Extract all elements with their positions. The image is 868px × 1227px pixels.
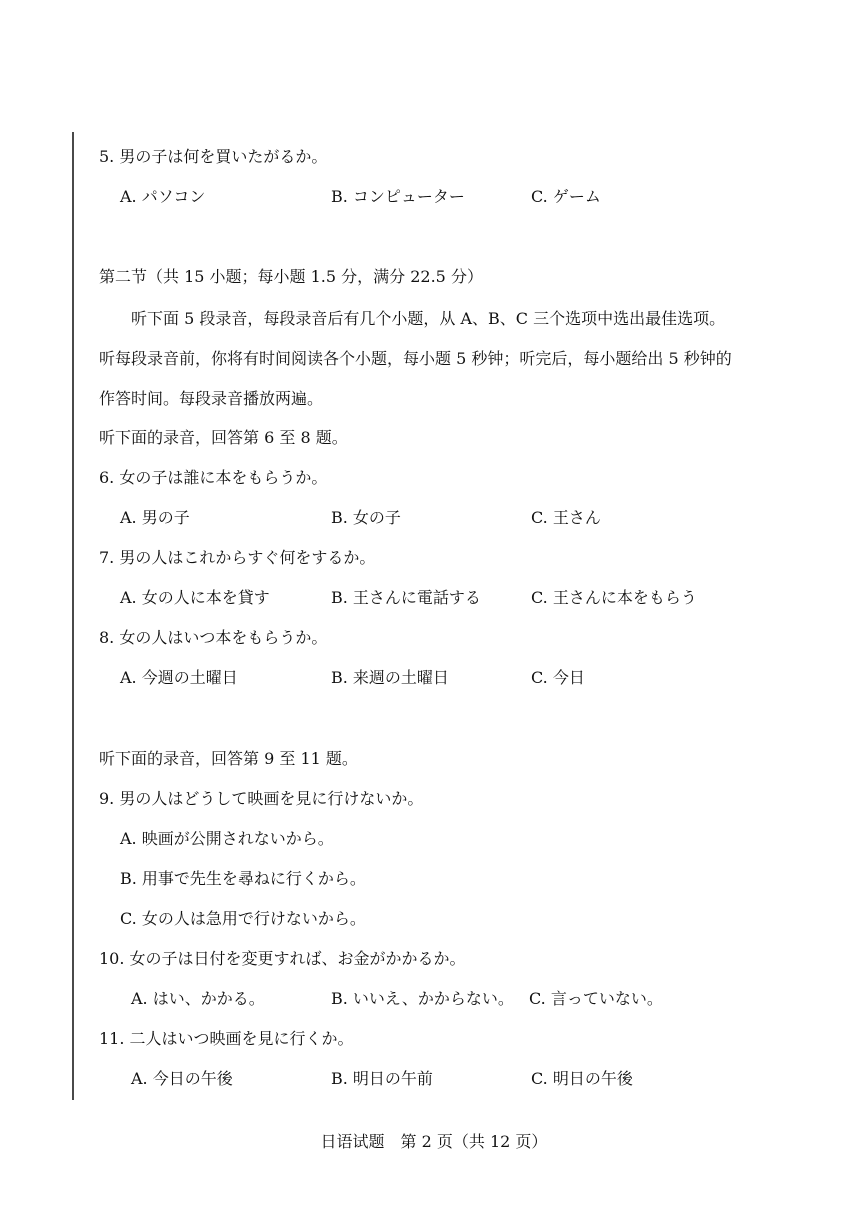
section-heading: 第二节（共 15 小题；每小题 1.5 分，满分 22.5 分） — [99, 267, 483, 286]
question-7: 7. 男の人はこれからすぐ何をするか。 — [99, 548, 376, 567]
instructions-line-2: 听每段录音前，你将有时间阅读各个小题，每小题 5 秒钟；听完后，每小题给出 5 秒钟的 — [99, 349, 732, 368]
q5-option-c: C. ゲーム — [531, 187, 601, 206]
q5-option-b: B. コンピューター — [331, 187, 465, 206]
q11-option-a: A. 今日の午後 — [131, 1069, 233, 1088]
q7-option-b: B. 王さんに電話する — [331, 588, 481, 607]
question-10: 10. 女の子は日付を変更すれば、お金がかかるか。 — [99, 949, 466, 968]
question-5: 5. 男の子は何を買いたがるか。 — [99, 147, 328, 166]
question-9: 9. 男の人はどうして映画を見に行けないか。 — [99, 789, 424, 808]
q9-option-c: C. 女の人は急用で行けないから。 — [120, 909, 366, 928]
q5-option-a: A. パソコン — [120, 187, 206, 206]
q10-option-a: A. はい、かかる。 — [131, 989, 265, 1008]
q11-option-c: C. 明日の午後 — [531, 1069, 633, 1088]
q8-option-a: A. 今週の土曜日 — [120, 668, 238, 687]
question-11: 11. 二人はいつ映画を見に行くか。 — [99, 1029, 354, 1048]
q8-option-c: C. 今日 — [531, 668, 585, 687]
group2-prompt: 听下面的录音，回答第 9 至 11 题。 — [99, 749, 358, 768]
question-6: 6. 女の子は誰に本をもらうか。 — [99, 468, 328, 487]
group1-prompt: 听下面的录音，回答第 6 至 8 题。 — [99, 428, 348, 447]
q11-option-b: B. 明日の午前 — [331, 1069, 433, 1088]
question-8: 8. 女の人はいつ本をもらうか。 — [99, 628, 328, 647]
q6-option-c: C. 王さん — [531, 508, 601, 527]
q8-option-b: B. 来週の土曜日 — [331, 668, 449, 687]
q9-option-b: B. 用事で先生を尋ねに行くから。 — [120, 869, 366, 888]
left-margin-line — [72, 132, 74, 1100]
instructions-line-1: 听下面 5 段录音，每段录音后有几个小题，从 A、B、C 三个选项中选出最佳选项。 — [131, 309, 726, 328]
q6-option-a: A. 男の子 — [120, 508, 190, 527]
q7-option-c: C. 王さんに本をもらう — [531, 588, 697, 607]
q10-option-c: C. 言っていない。 — [529, 989, 663, 1008]
page-footer: 日语试题 第 2 页（共 12 页） — [320, 1132, 548, 1151]
q9-option-a: A. 映画が公開されないから。 — [120, 829, 334, 848]
q7-option-a: A. 女の人に本を貸す — [120, 588, 270, 607]
q10-option-b: B. いいえ、かからない。 — [331, 989, 514, 1008]
q6-option-b: B. 女の子 — [331, 508, 401, 527]
instructions-line-3: 作答时间。每段录音播放两遍。 — [99, 389, 324, 408]
